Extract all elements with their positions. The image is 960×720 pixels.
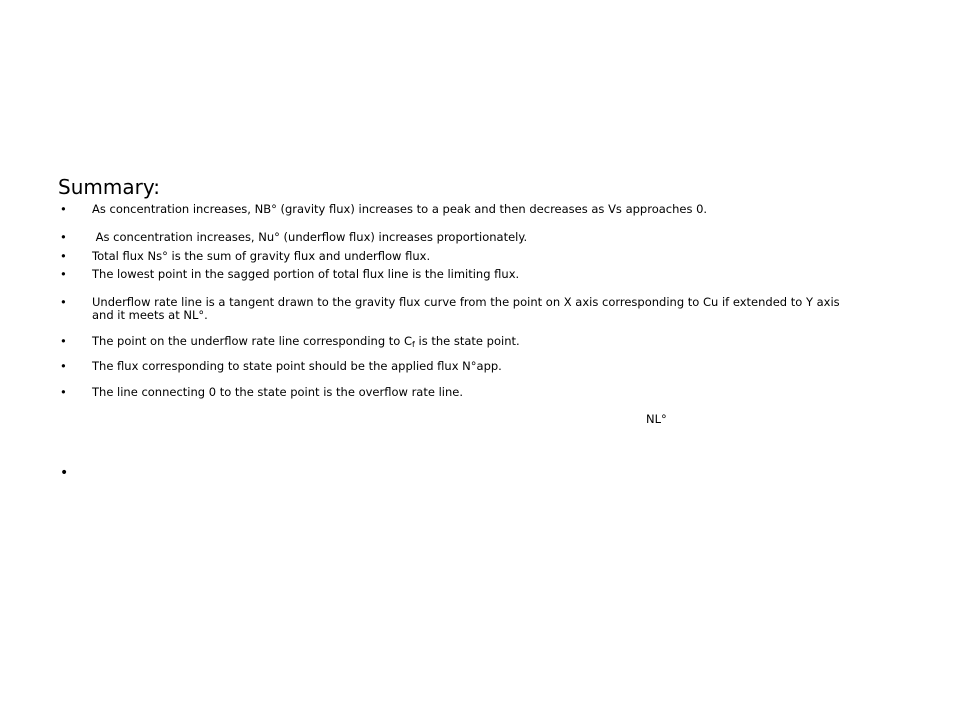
bullet-icon: •: [60, 295, 67, 309]
bullet-text-part: The point on the underflow rate line corresponding to C: [92, 334, 413, 348]
nl-label: NL°: [646, 412, 667, 426]
bullet-text: As concentration increases, Nu° (underflow flux) increases proportionately.: [92, 230, 528, 244]
bullet-text: As concentration increases, NB° (gravity flux) increases to a peak and then decreases as Vs approaches 0.: [92, 202, 708, 216]
bullet-text: The lowest point in the sagged portion of total flux line is the limiting flux.: [92, 267, 520, 281]
empty-bullet-icon: •: [60, 465, 69, 481]
bullet-icon: •: [60, 249, 67, 263]
bullet-text: Underflow rate line is a tangent drawn to the gravity flux curve from the point on X axis corresponding to Cu if extended to Y axis and it meets at NL°.: [92, 295, 840, 322]
bullet-icon: •: [60, 202, 67, 216]
bullet-text: Total flux Ns° is the sum of gravity flux and underflow flux.: [92, 249, 431, 263]
bullet-text: The line connecting 0 to the state point is the overflow rate line.: [92, 385, 463, 399]
bullet-icon: •: [60, 267, 67, 281]
bullet-text: The flux corresponding to state point should be the applied flux N°app.: [92, 359, 502, 373]
subscript: f: [412, 340, 415, 349]
bullet-text-part: is the state point.: [414, 334, 520, 348]
bullet-icon: •: [60, 230, 67, 244]
slide-title: Summary:: [58, 175, 160, 199]
bullet-icon: •: [60, 385, 67, 399]
bullet-text: [92, 335, 520, 351]
bullet-icon: •: [60, 359, 67, 373]
bullet-icon: •: [60, 334, 67, 348]
